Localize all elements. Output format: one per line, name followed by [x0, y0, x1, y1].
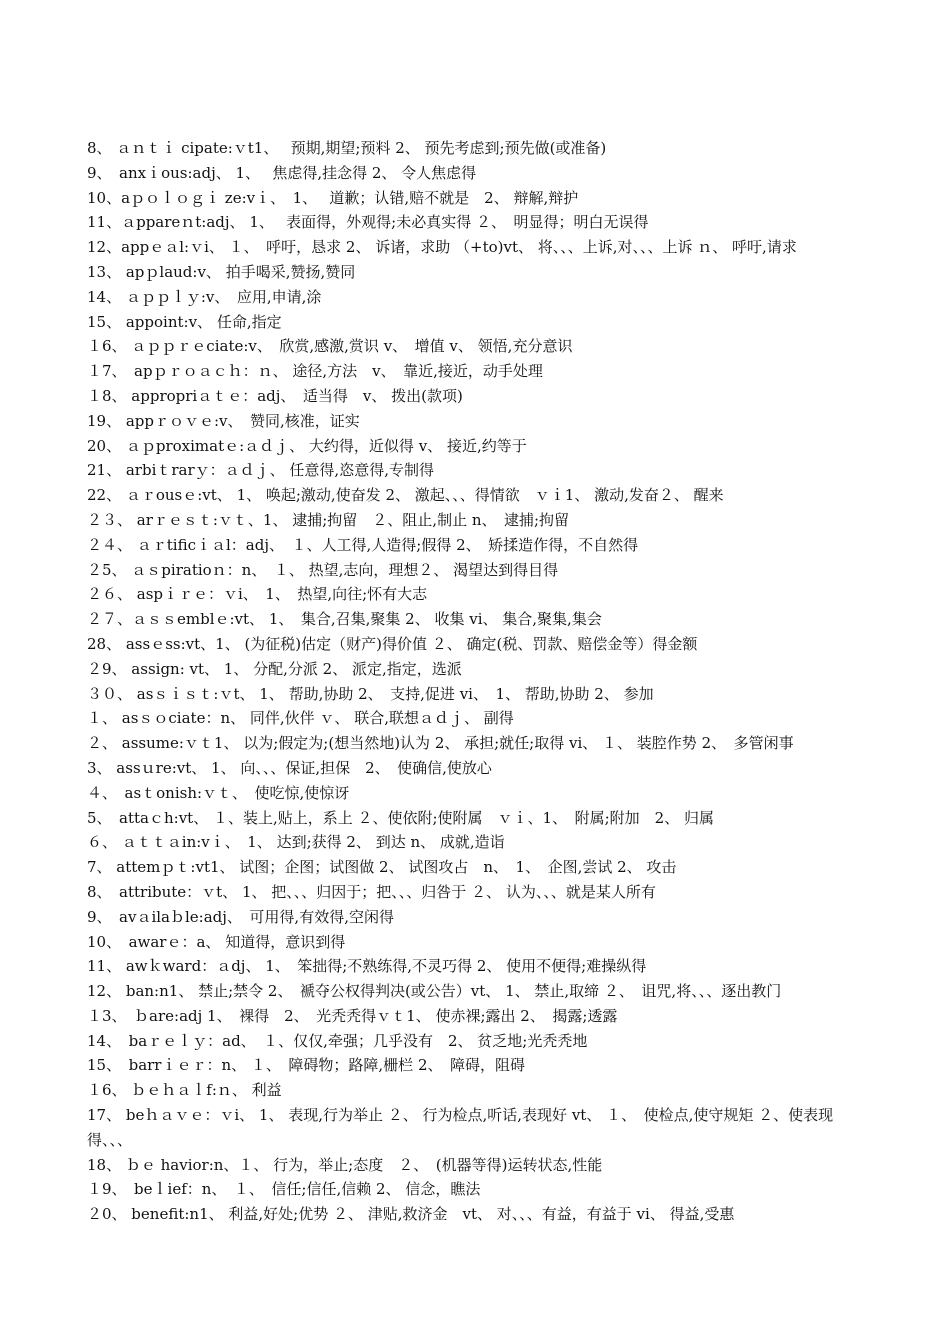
- entry-10-apologize: 10、aｐｏｌｏｇｉ ze:vｉ、 1、 道歉；认错,赔不就是 2、 辩解,辩护: [87, 188, 579, 207]
- vocabulary-list: [87, 136, 877, 1227]
- entry-9-anxious: 9、 anxｉous:adj、 1、 焦虑得,挂念得 2、 令人焦虑得: [87, 163, 477, 182]
- entry-12-appeal: 12、appｅａl:ｖi、 １、 呼吁，恳求 2、 诉诸，求助 （+to)vt、 将、、、上诉,对、、、上诉 ｎ、 呼吁,请求: [87, 238, 797, 257]
- entry-13-bare: １3、 ｂare:adj 1、 裸得 2、 光秃秃得ｖｔ1、 使赤裸;露出 2、 揭露;透露: [87, 1006, 618, 1025]
- entry-17-behave: 17、 beｈａｖｅ：ｖi、 1、 表现,行为举止 ２、 行为检点,听话,表现好 vt、 １、 使检点,使守规矩 ２、使表现得、、、: [87, 1106, 834, 1149]
- entry-20-benefit: ２0、 benefit:n1、 利益,好处;优势 ２、 津贴,救济金 vt、 对、、、有益，有益于 vi、 得益,受惠: [87, 1205, 735, 1224]
- entry-14-apply: 14、 ａｐｐｌｙ:v、 应用,申请,涂: [87, 287, 322, 306]
- entry-5-attach: 5、 attaｃh:vt、 １、装上,贴上，系上 ２、使依附;使附属 ｖｉ、1、 附属;附加 2、 归属: [87, 808, 714, 827]
- entry-19-belief: １9、 beｌief：n、 １、 信任;信任,信赖 2、 信念，瞧法: [87, 1180, 481, 1199]
- entry-7-attempt: 7、 attemｐｔ:vt1、 试图；企图；试图做 2、 试图攻占 n、 1、 企图,尝试 2、 攻击: [87, 858, 677, 877]
- entry-15-barrier: 15、 barrｉｅｒ：n、 １、 障碍物；路障,栅栏 2、 障碍，阻碍: [87, 1056, 525, 1075]
- entry-12-ban: 12、 ban:n1、 禁止;禁令 2、 褫夺公权得判决(或公告）vt、 1、 禁止,取缔 ２、 诅咒,将、、、逐出教门: [87, 982, 782, 1001]
- entry-8-anticipate: 8、 ａｎｔｉ cipate:ｖt1、 预期,期望;预料 2、 预先考虑到;预先做(或准备): [87, 139, 607, 157]
- entry-26-aspire: ２６、 aspｉｒｅ：ｖi、 1、 热望,向往;怀有大志: [87, 585, 428, 604]
- entry-16-appreciate: １6、 ａｐｐｒｅciate:v、 欣赏,感激,赏识 v、 增值 v、 领悟,充分意识: [87, 337, 573, 356]
- entry-18-behavior: 18、 ｂｅ havior:n、１、 行为，举止;态度 ２、 (机器等得)运转状态,性能: [87, 1155, 603, 1174]
- entry-20-approximate: 20、 ａｐproximatｅ:ａｄｊ、 大约得，近似得 v、 接近,约等于: [87, 436, 527, 455]
- entry-23-arrest: ２３、 arｒｅｓｔ:ｖｔ、1、 逮捕;拘留 ２、阻止,制止 n、 逮捕;拘留: [87, 510, 570, 529]
- entry-22-arouse: 22、 ａｒousｅ:vt、 1、 唤起;激动,使奋发 2、 激起、、、得情欲 ｖｉ1、 激动,发奋２、 醒来: [87, 486, 724, 505]
- entry-16-behalf: １6、 ｂｅｈａｌf:ｎ、 利益: [87, 1081, 282, 1100]
- entry-1-associate: １、 asｓｏciate：n、 同伴,伙伴 ｖ、 联合,联想ａｄｊ、 副得: [87, 709, 514, 728]
- entry-9-available: 9、 avａilaｂle:adj、 可用得,有效得,空闲得: [87, 907, 394, 926]
- entry-3-assure: 3、 assｕre:vt、 1、 向、、、保证,担保 2、 使确信,使放心: [87, 758, 492, 777]
- entry-29-assign: ２9、 assign: vt、 1、 分配,分派 2、 派定,指定，选派: [87, 659, 462, 678]
- entry-18-appropriate: １8、 appropriａｔｅ：adj、 适当得 v、 拨出(款项): [87, 386, 463, 405]
- entry-15-appoint: 15、 appoint:v、 任命,指定: [87, 312, 282, 331]
- entry-17-approach: １7、 apｐｒｏａｃｈ：ｎ、 途径,方法 v、 靠近,接近，动手处理: [87, 362, 543, 381]
- entry-25-aspiration: ２5、 ａｓpiratioｎ：n、 １、 热望,志向，理想２、 渴望达到得目得: [87, 560, 559, 579]
- entry-13-applaud: 13、 apｐlaud:v、 拍手喝采,赞扬,赞同: [87, 262, 356, 281]
- entry-21-arbitrary: 21、 arbiｔrarｙ：ａｄｊ、 任意得,恣意得,专制得: [87, 461, 434, 480]
- entry-30-assist: ３０、 asｓｉｓｔ:ｖt、 1、 帮助,协助 2、 支持,促进 vi、 1、 帮助,协助 2、 参加: [87, 684, 654, 703]
- entry-14-barely: 14、 baｒｅｌｙ：ad、 １、仅仅,牵强；几乎没有 2、 贫乏地;光秃秃地: [87, 1031, 588, 1050]
- entry-10-aware: 10、 awarｅ：a、 知道得，意识到得: [87, 932, 346, 951]
- entry-11-apparent: 11、ａppareｎt:adj、 1、 表面得，外观得;未必真实得 ２、 明显得；明白无误得: [87, 213, 649, 232]
- entry-4-astonish: ４、 asｔonish:ｖｔ、 使吃惊,使惊讶: [87, 783, 350, 802]
- entry-8-attribute: 8、 attribute：ｖt、 1、 把、、、归因于；把、、、归咎于 ２、 认为、、、就是某人所有: [87, 882, 656, 901]
- entry-28-assess: 28、 assｅss:vt、1、 (为征税)估定（财产)得价值 ２、 确定(税、罚款、赔偿金等）得金额: [87, 634, 698, 653]
- entry-6-attain: ６、 ａｔｔａin:vｉ、 1、 达到;获得 2、 到达 n、 成就,造诣: [87, 833, 505, 852]
- entry-24-artificial: ２４、 ａｒtificｉａl：adj、 １、人工得,人造得;假得 2、 矫揉造作得，不自然得: [87, 535, 639, 554]
- entry-27-assemble: ２７、ａｓｓemblｅ:vt、 1、 集合,召集,聚集 2、 收集 vi、 集合,聚集,集会: [87, 610, 602, 629]
- entry-2-assume: ２、 assume:ｖｔ1、 以为;假定为;(想当然地)认为 2、 承担;就任;取得 vi、 １、 装腔作势 2、 多管闲事: [87, 734, 794, 753]
- entry-11-awkward: 11、 awｋward：ａdj、 1、 笨拙得;不熟练得,不灵巧得 2、 使用不便得;难操纵得: [87, 957, 647, 976]
- entry-19-approve: 19、 appｒｏｖｅ:v、 赞同,核准，证实: [87, 411, 360, 430]
